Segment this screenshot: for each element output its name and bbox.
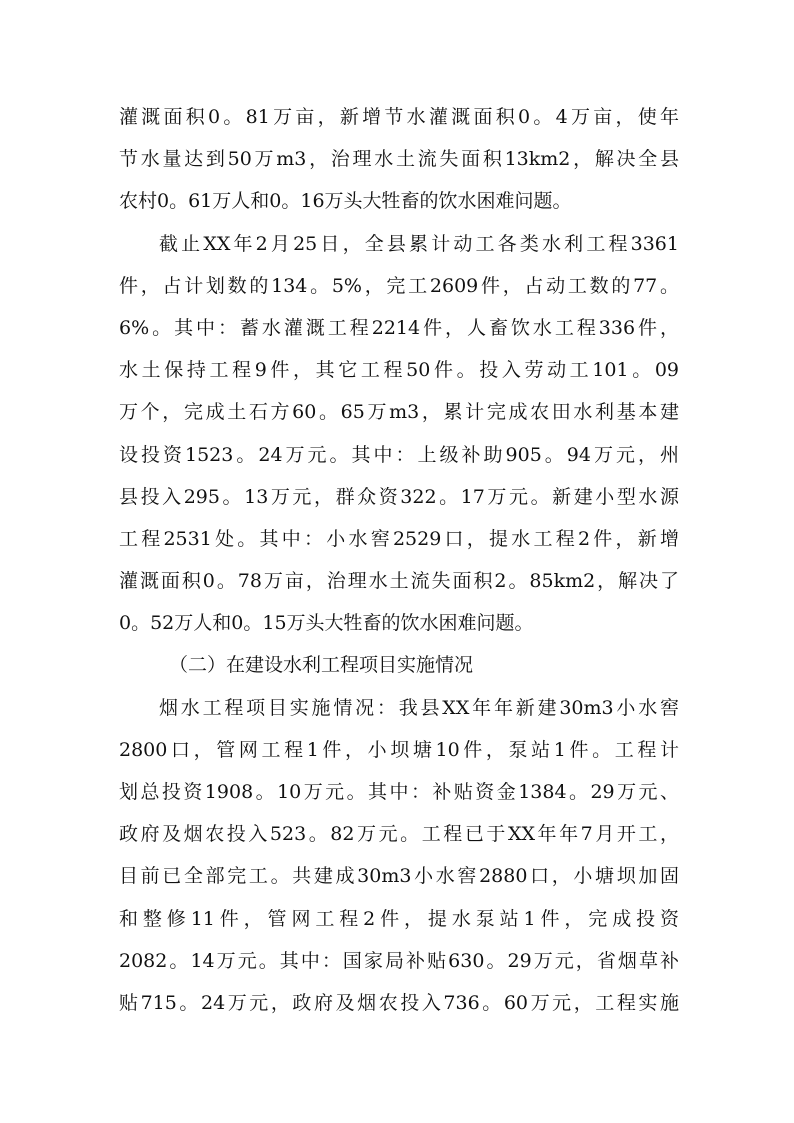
text-line: 2800口，管网工程1件，小坝塘10件，泵站1件。工程计 — [119, 738, 679, 761]
text-line: 水土保持工程9件，其它工程50件。投入劳动工101。09 — [119, 359, 679, 382]
text-line: 划总投资1908。10万元。其中：补贴资金1384。29万元、 — [119, 781, 679, 803]
text-line: 2082。14万元。其中：国家局补贴630。29万元，省烟草补 — [119, 949, 679, 972]
text-line: 县投入295。13万元，群众资322。17万元。新建小型水源 — [119, 485, 679, 508]
text-line: 0。52万人和0。15万头大牲畜的饮水困难问题。 — [119, 612, 534, 635]
section-heading: （二）在建设水利工程项目实施情况 — [169, 654, 474, 677]
text-line: 灌溉面积0。81万亩，新增节水灌溉面积0。4万亩，使年 — [119, 106, 679, 128]
text-line: 6%。其中：蓄水灌溉工程2214件，人畜饮水工程336件， — [119, 316, 679, 339]
text-line: 截止XX年2月25日，全县累计动工各类水利工程3361 — [159, 232, 679, 255]
text-line: 政府及烟农投入523。82万元。工程已于XX年年7月开工， — [119, 823, 679, 846]
text-line: 设投资1523。24万元。其中：上级补助905。94万元，州 — [119, 443, 679, 466]
text-line: 烟水工程项目实施情况：我县XX年年新建30m3小水窖 — [159, 696, 679, 719]
text-line: 目前已全部完工。共建成30m3小水窖2880口，小塘坝加固 — [119, 865, 679, 888]
text-line: 万个，完成土石方60。65万m3，累计完成农田水利基本建 — [119, 401, 679, 424]
text-line: 灌溉面积0。78万亩，治理水土流失面积2。85km2，解决了 — [119, 570, 679, 593]
text-line: 和整修11件，管网工程2件，提水泵站1件，完成投资 — [119, 907, 679, 930]
text-line: 工程2531处。其中：小水窖2529口，提水工程2件，新增 — [119, 527, 679, 550]
text-line: 件，占计划数的134。5%，完工2609件，占动工数的77。 — [119, 274, 679, 297]
text-line: 农村0。61万人和0。16万头大牲畜的饮水困难问题。 — [119, 190, 572, 213]
document-body — [119, 96, 679, 1024]
text-line: 节水量达到50万m3，治理水土流失面积13km2，解决全县 — [119, 148, 679, 171]
text-line: 贴715。24万元，政府及烟农投入736。60万元，工程实施 — [119, 991, 679, 1014]
